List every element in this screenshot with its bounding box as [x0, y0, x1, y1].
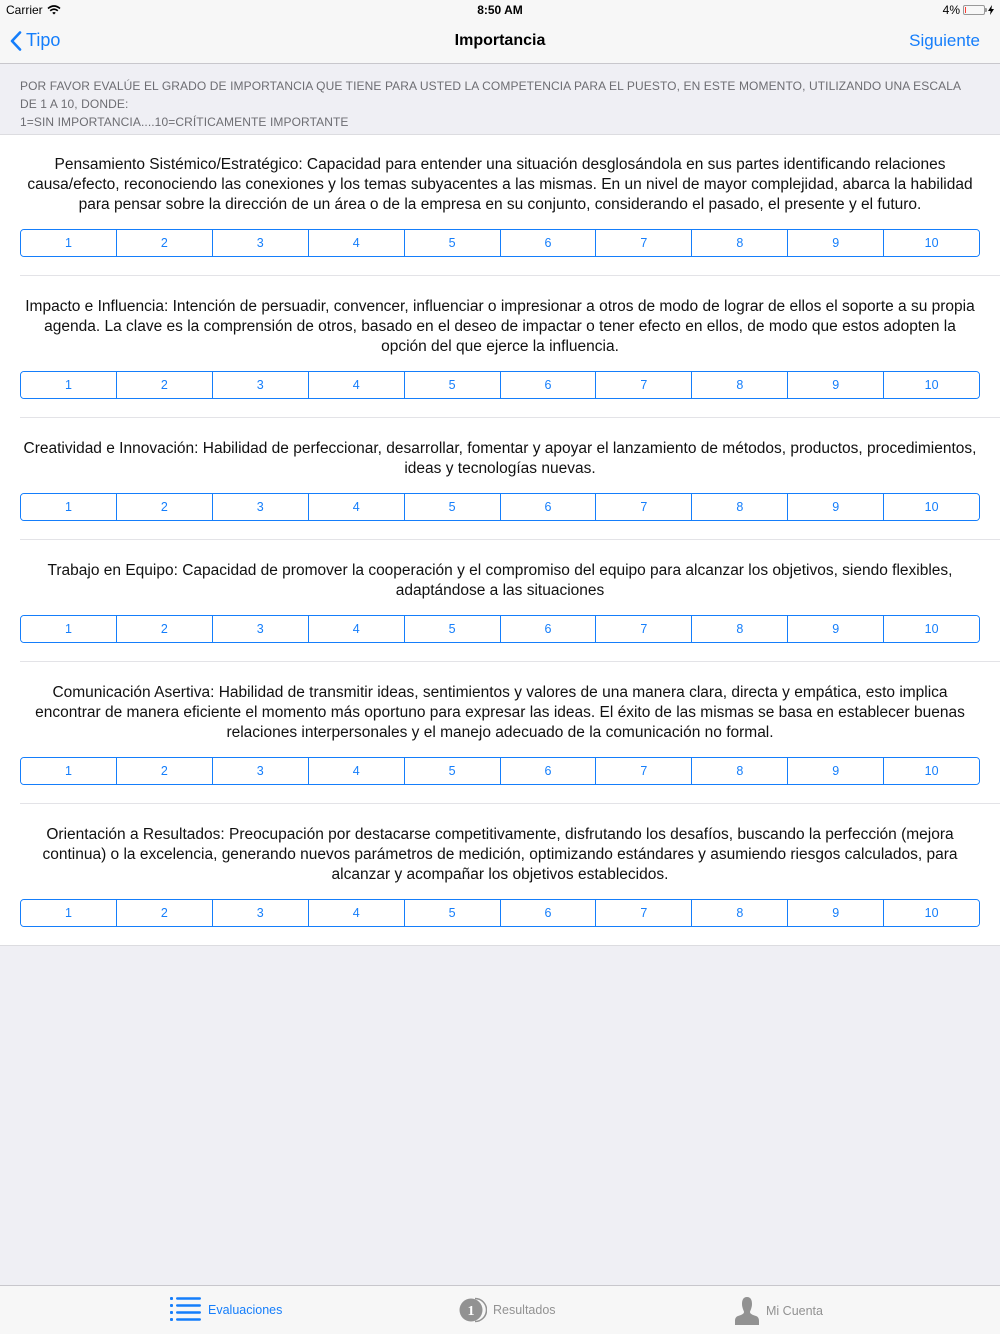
tab-label: Evaluaciones — [208, 1303, 283, 1317]
person-icon — [734, 1297, 760, 1325]
rating-option-3[interactable]: 3 — [213, 616, 309, 642]
rating-option-5[interactable]: 5 — [405, 494, 501, 520]
rating-option-8[interactable]: 8 — [692, 494, 788, 520]
status-bar — [0, 0, 1000, 20]
competency-item — [20, 540, 1000, 662]
instructions-text: POR FAVOR EVALÚE EL GRADO DE IMPORTANCIA QUE TIENE PARA USTED LA COMPETENCIA PARA EL PUESTO, EN ESTE MOMENTO, UTILIZANDO UNA ESCALA DE 1 A 10, DONDE: — [20, 79, 961, 111]
list-icon — [170, 1297, 202, 1323]
competency-item — [20, 135, 1000, 276]
badge-one-icon — [459, 1297, 487, 1323]
battery-percent: 4% — [942, 3, 960, 17]
rating-option-8[interactable]: 8 — [692, 616, 788, 642]
back-button[interactable] — [10, 30, 60, 51]
rating-option-7[interactable]: 7 — [596, 758, 692, 784]
rating-option-3[interactable]: 3 — [213, 758, 309, 784]
rating-option-1[interactable]: 1 — [21, 758, 117, 784]
tab-resultados[interactable] — [459, 1297, 556, 1323]
rating-option-10[interactable]: 10 — [884, 494, 979, 520]
rating-option-3[interactable]: 3 — [213, 372, 309, 398]
rating-option-5[interactable]: 5 — [405, 758, 501, 784]
rating-option-5[interactable]: 5 — [405, 372, 501, 398]
rating-segmented-control[interactable] — [20, 371, 980, 399]
rating-option-10[interactable]: 10 — [884, 230, 979, 256]
rating-option-6[interactable]: 6 — [501, 616, 597, 642]
tab-evaluaciones[interactable] — [170, 1297, 282, 1323]
instructions-header — [0, 65, 1000, 133]
rating-option-2[interactable]: 2 — [117, 230, 213, 256]
rating-option-2[interactable]: 2 — [117, 372, 213, 398]
rating-option-1[interactable]: 1 — [21, 494, 117, 520]
rating-segmented-control[interactable] — [20, 229, 980, 257]
rating-option-9[interactable]: 9 — [788, 616, 884, 642]
rating-segmented-control[interactable] — [20, 615, 980, 643]
rating-segmented-control[interactable] — [20, 493, 980, 521]
competency-item — [20, 276, 1000, 418]
competency-description: Pensamiento Sistémico/Estratégico: Capacidad para entender una situación desglosándola en sus partes identificando relaciones causa/efecto, reconociendo las conexiones y los temas subyacentes a las mismas. En un nivel de mayor complejidad, abarca la habilidad para pensar sobre la dirección de un área o de la empresa en su conjunto, considerando el pasado, el presente y el futuro. — [27, 156, 973, 213]
rating-option-2[interactable]: 2 — [117, 900, 213, 926]
competency-item — [20, 418, 1000, 540]
rating-segmented-control[interactable] — [20, 899, 980, 927]
rating-option-5[interactable]: 5 — [405, 230, 501, 256]
rating-option-6[interactable]: 6 — [501, 758, 597, 784]
rating-option-5[interactable]: 5 — [405, 616, 501, 642]
rating-option-1[interactable]: 1 — [21, 616, 117, 642]
rating-option-10[interactable]: 10 — [884, 372, 979, 398]
badge-count: 1 — [467, 1304, 475, 1319]
rating-option-9[interactable]: 9 — [788, 758, 884, 784]
competency-description: Trabajo en Equipo: Capacidad de promover la cooperación y el compromiso del equipo para alcanzar los objetivos, siendo flexibles, adaptándose a las situaciones — [47, 562, 953, 599]
rating-option-10[interactable]: 10 — [884, 616, 979, 642]
back-label: Tipo — [26, 30, 61, 50]
rating-option-9[interactable]: 9 — [788, 230, 884, 256]
rating-option-3[interactable]: 3 — [213, 230, 309, 256]
battery-icon — [963, 5, 985, 15]
chevron-left-icon — [10, 31, 22, 51]
rating-option-6[interactable]: 6 — [501, 230, 597, 256]
rating-option-7[interactable]: 7 — [596, 900, 692, 926]
rating-option-9[interactable]: 9 — [788, 372, 884, 398]
rating-option-7[interactable]: 7 — [596, 494, 692, 520]
tab-mi-cuenta[interactable] — [734, 1297, 823, 1325]
rating-option-4[interactable]: 4 — [309, 372, 405, 398]
rating-option-9[interactable]: 9 — [788, 494, 884, 520]
competency-item — [20, 804, 1000, 945]
rating-option-10[interactable]: 10 — [884, 758, 979, 784]
rating-option-3[interactable]: 3 — [213, 900, 309, 926]
battery-indicator — [943, 3, 994, 17]
rating-option-5[interactable]: 5 — [405, 900, 501, 926]
rating-option-8[interactable]: 8 — [692, 900, 788, 926]
instructions-scale-legend: 1=SIN IMPORTANCIA....10=CRÍTICAMENTE IMPORTANTE — [20, 115, 349, 129]
rating-option-4[interactable]: 4 — [309, 758, 405, 784]
rating-option-2[interactable]: 2 — [117, 758, 213, 784]
rating-option-6[interactable]: 6 — [501, 372, 597, 398]
rating-option-8[interactable]: 8 — [692, 230, 788, 256]
page-title: Importancia — [454, 32, 546, 49]
carrier-label: Carrier — [6, 3, 43, 17]
competency-description: Orientación a Resultados: Preocupación por destacarse competitivamente, disfrutando los desafíos, buscando la perfección (mejora continua) o la excelencia, generando nuevos parámetros de medición, optimizando estándares y asumiendo riesgos calculados, para alcanzar y acompañar los objetivos establecidos. — [42, 826, 958, 883]
rating-option-8[interactable]: 8 — [692, 758, 788, 784]
rating-option-4[interactable]: 4 — [309, 900, 405, 926]
rating-option-4[interactable]: 4 — [309, 616, 405, 642]
rating-option-1[interactable]: 1 — [21, 900, 117, 926]
navigation-bar — [0, 20, 1000, 64]
tab-label: Mi Cuenta — [766, 1304, 823, 1318]
rating-option-4[interactable]: 4 — [309, 494, 405, 520]
rating-option-7[interactable]: 7 — [596, 230, 692, 256]
rating-option-3[interactable]: 3 — [213, 494, 309, 520]
rating-option-10[interactable]: 10 — [884, 900, 979, 926]
competency-description: Comunicación Asertiva: Habilidad de transmitir ideas, sentimientos y valores de una manera clara, directa y empática, esto implica encontrar de manera eficiente el momento más oportuno para expresar las ideas. El éxito de las mismas se basa en establecer buenas relaciones interpersonales y el manejo adecuado de la comunicación no formal. — [35, 684, 965, 741]
rating-option-9[interactable]: 9 — [788, 900, 884, 926]
rating-option-1[interactable]: 1 — [21, 372, 117, 398]
competency-list — [0, 134, 1000, 946]
competency-description: Impacto e Influencia: Intención de persuadir, convencer, influenciar o impresionar a otros de modo de lograr de ellos el soporte a su propia agenda. La clave es la comprensión de otros, basado en el deseo de impactar o tener efecto en ellos, de modo que estos adopten la opción del que ejerce la influencia. — [25, 298, 975, 355]
rating-option-6[interactable]: 6 — [501, 494, 597, 520]
rating-option-4[interactable]: 4 — [309, 230, 405, 256]
rating-option-7[interactable]: 7 — [596, 372, 692, 398]
tab-bar — [0, 1285, 1000, 1334]
rating-option-2[interactable]: 2 — [117, 494, 213, 520]
competency-description: Creatividad e Innovación: Habilidad de perfeccionar, desarrollar, fomentar y apoyar el lanzamiento de métodos, productos, procedimientos, ideas y tecnologías nuevas. — [23, 440, 977, 477]
battery-level — [965, 7, 966, 13]
rating-option-8[interactable]: 8 — [692, 372, 788, 398]
charging-bolt-icon — [988, 5, 994, 15]
rating-option-2[interactable]: 2 — [117, 616, 213, 642]
rating-option-1[interactable]: 1 — [21, 230, 117, 256]
competency-item — [20, 662, 1000, 804]
rating-segmented-control[interactable] — [20, 757, 980, 785]
next-button[interactable]: Siguiente — [909, 31, 980, 50]
status-time: 8:50 AM — [477, 3, 523, 17]
rating-option-6[interactable]: 6 — [501, 900, 597, 926]
rating-option-7[interactable]: 7 — [596, 616, 692, 642]
tab-label: Resultados — [493, 1303, 556, 1317]
